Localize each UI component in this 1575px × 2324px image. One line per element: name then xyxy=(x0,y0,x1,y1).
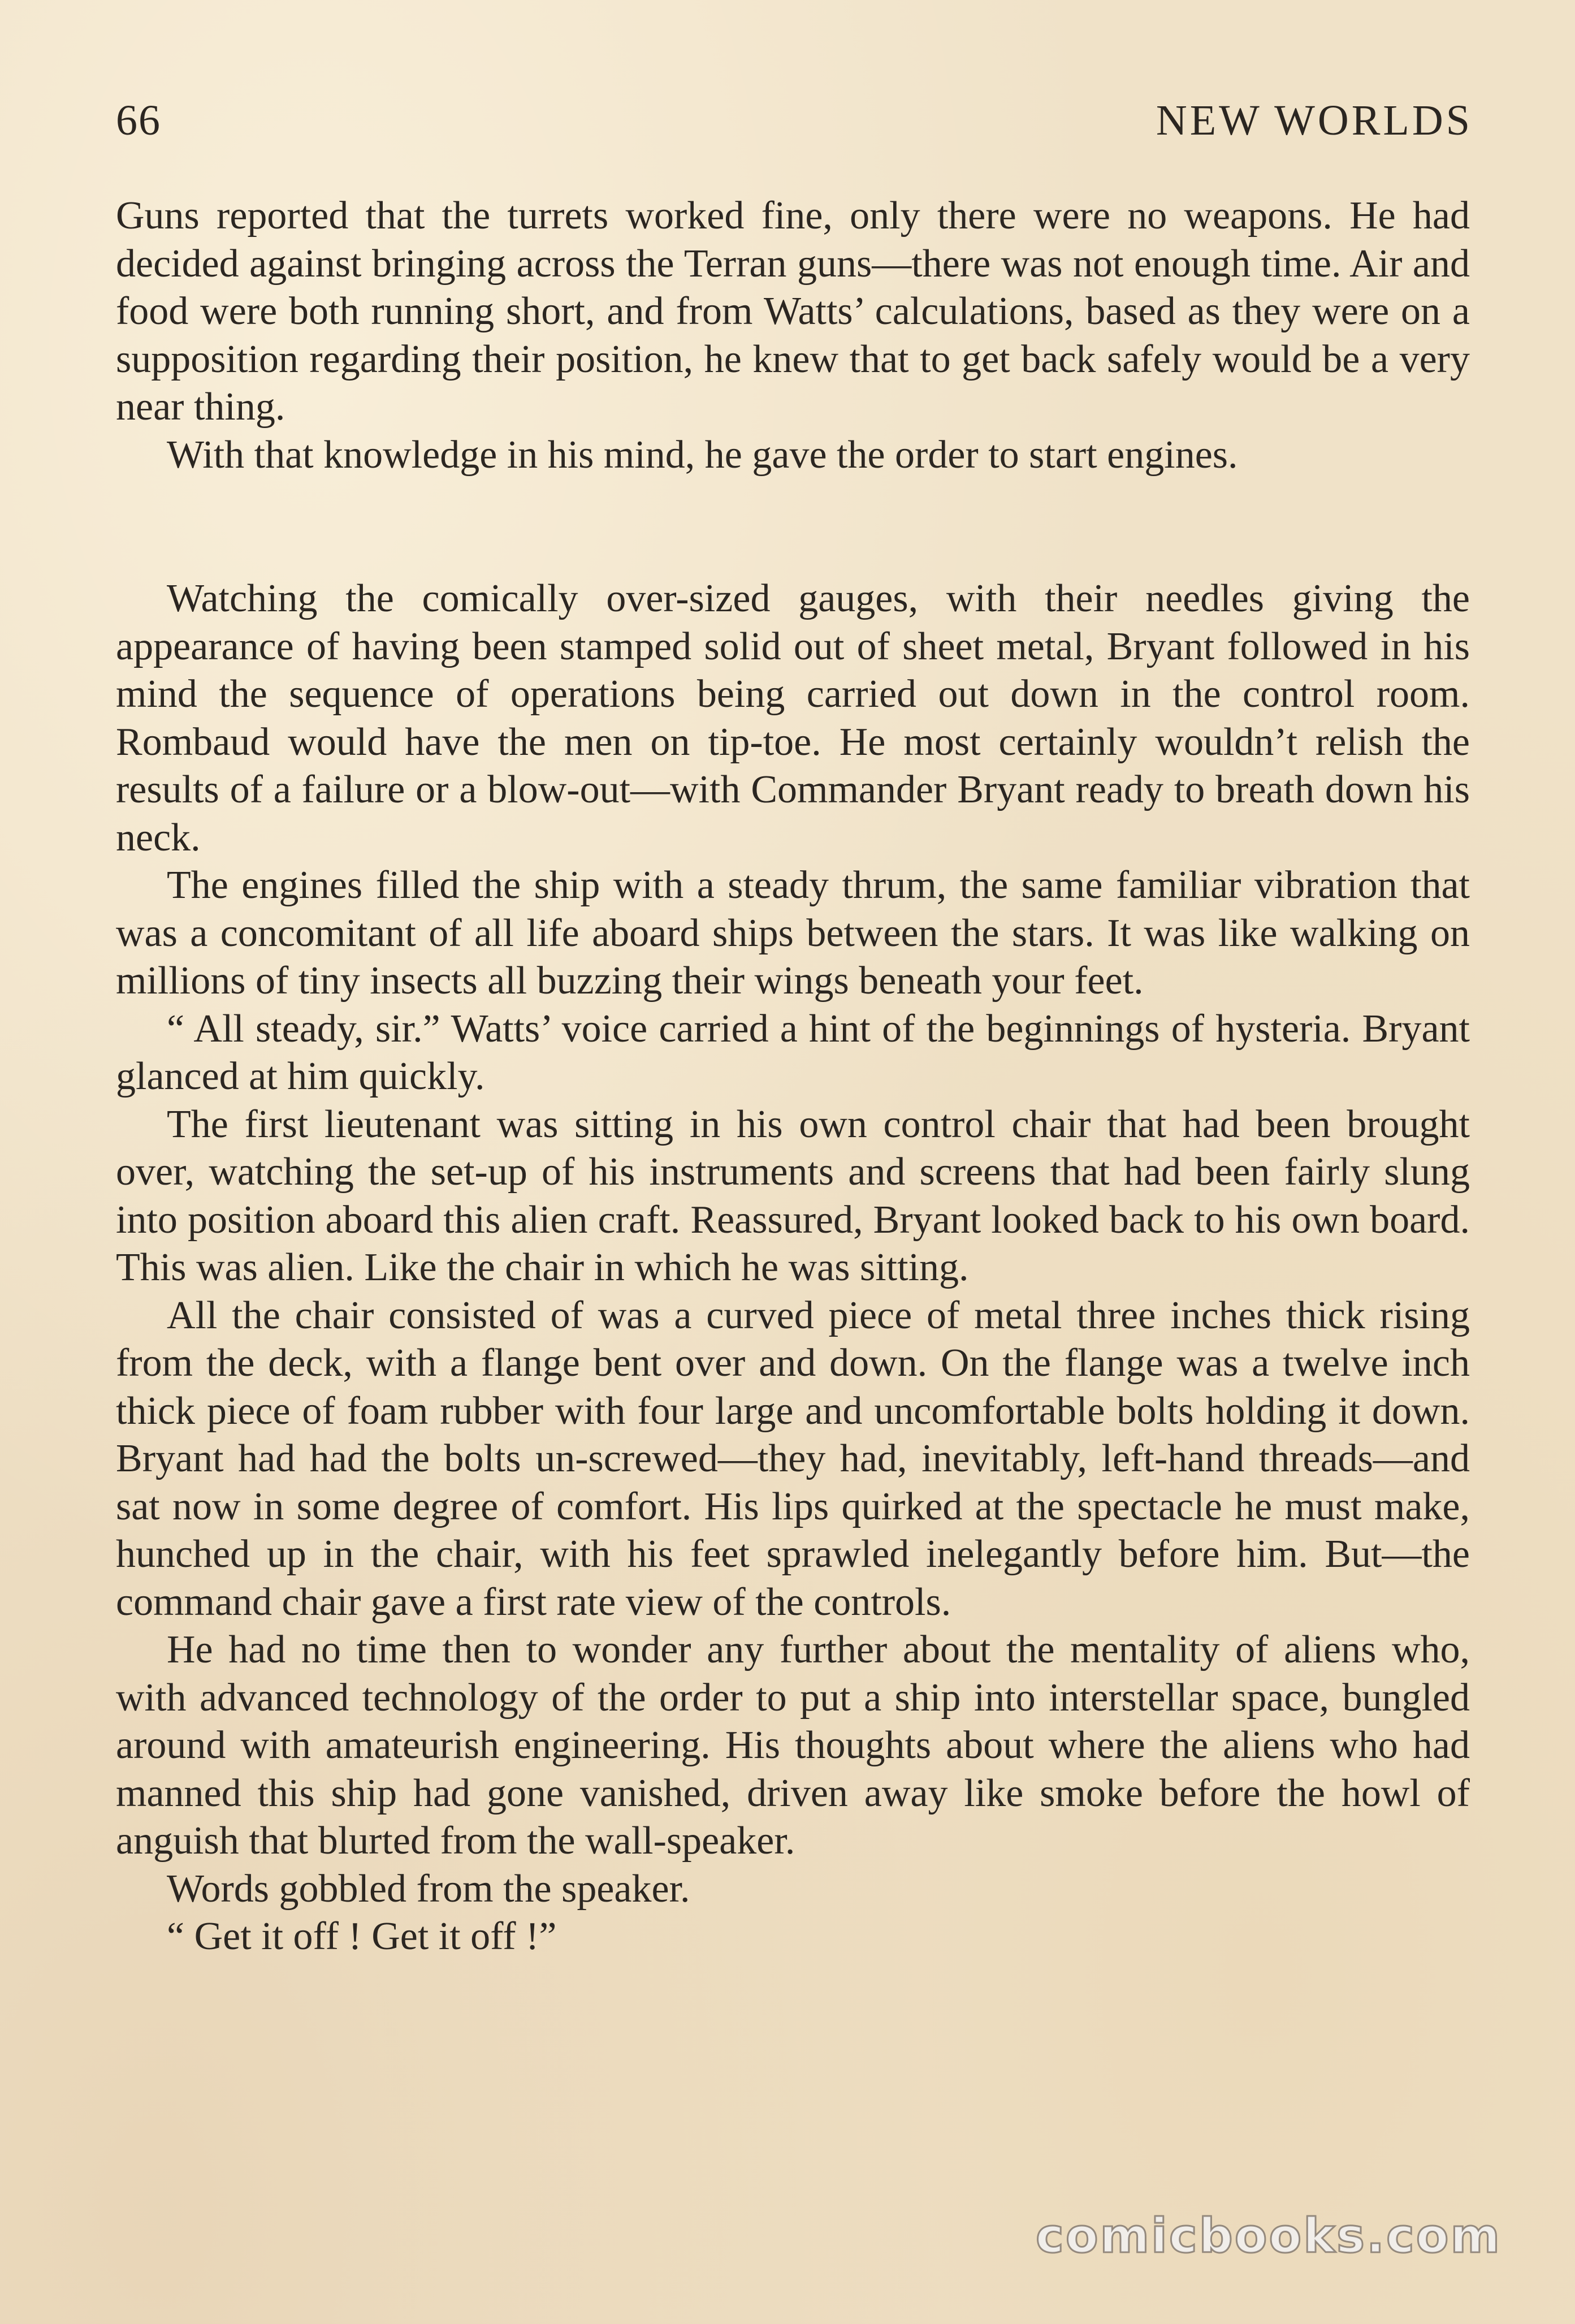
paragraph: “ All steady, sir.” Watts’ voice carried a hint of the beginnings of hysteria. Bryant glanced at him quickly. xyxy=(116,1007,1470,1098)
story-text xyxy=(116,192,1470,1961)
running-title: NEW WORLDS xyxy=(1156,97,1473,144)
paragraph: Guns reported that the turrets worked fine, only there were no weapons. He had decided against bringing across the Terran guns—there was not enough time. Air and food were both running short, and from Watts’ calculations, based as they were on a supposition regarding their position, he knew that to get back safely would be a very near thing. xyxy=(116,194,1470,429)
site-watermark: comicbooks.com xyxy=(1036,2208,1502,2263)
paragraph: Watching the comically over-sized gauges, with their needles giving the appearance of having been stamped solid out of sheet metal, Bryant followed in his mind the sequence of operations being carried out down in the control room. Rombaud would have the men on tip-toe. He most certainly wouldn’t relish the results of a failure or a blow-out—with Commander Bryant ready to breath down his neck. xyxy=(116,577,1470,859)
paragraph: All the chair consisted of was a curved piece of metal three inches thick rising from the deck, with a flange bent over and down. On the flange was a twelve inch thick piece of foam rubber with four large and uncomfortable bolts holding it down. Bryant had had the bolts un-screwed—they had, inevitably, left-hand threads—and sat now in some degree of comfort. His lips quirked at the spectacle he must make, hunched up in the chair, with his feet sprawled inelegantly before him. But—the command chair gave a first rate view of the controls. xyxy=(116,1293,1470,1624)
paragraph: The first lieutenant was sitting in his own control chair that had been brought over, watching the set-up of his instruments and screens that had been fairly slung into position aboard this alien craft. Reassured, Bryant looked back to his own board. This was alien. Like the chair in which he was sitting. xyxy=(116,1102,1470,1289)
paragraph: He had no time then to wonder any further about the mentality of aliens who, with advanced technology of the order to put a ship into interstellar space, bungled around with amateurish engineering. His thoughts about where the aliens who had manned this ship had gone vanished, driven away like smoke before the howl of anguish that blurted from the wall-speaker. xyxy=(116,1628,1470,1863)
section-break xyxy=(116,479,1470,575)
paragraph: With that knowledge in his mind, he gave the order to start engines. xyxy=(167,433,1238,477)
paragraph: “ Get it off ! Get it off !” xyxy=(167,1915,557,1958)
paragraph: Words gobbled from the speaker. xyxy=(167,1867,690,1911)
paragraph: The engines filled the ship with a steady thrum, the same familiar vibration that was a concomitant of all life aboard ships between the stars. It was like walking on millions of tiny insects all buzzing their wings beneath your feet. xyxy=(116,863,1470,1003)
page-number: 66 xyxy=(116,97,161,144)
page-header xyxy=(116,96,1473,158)
